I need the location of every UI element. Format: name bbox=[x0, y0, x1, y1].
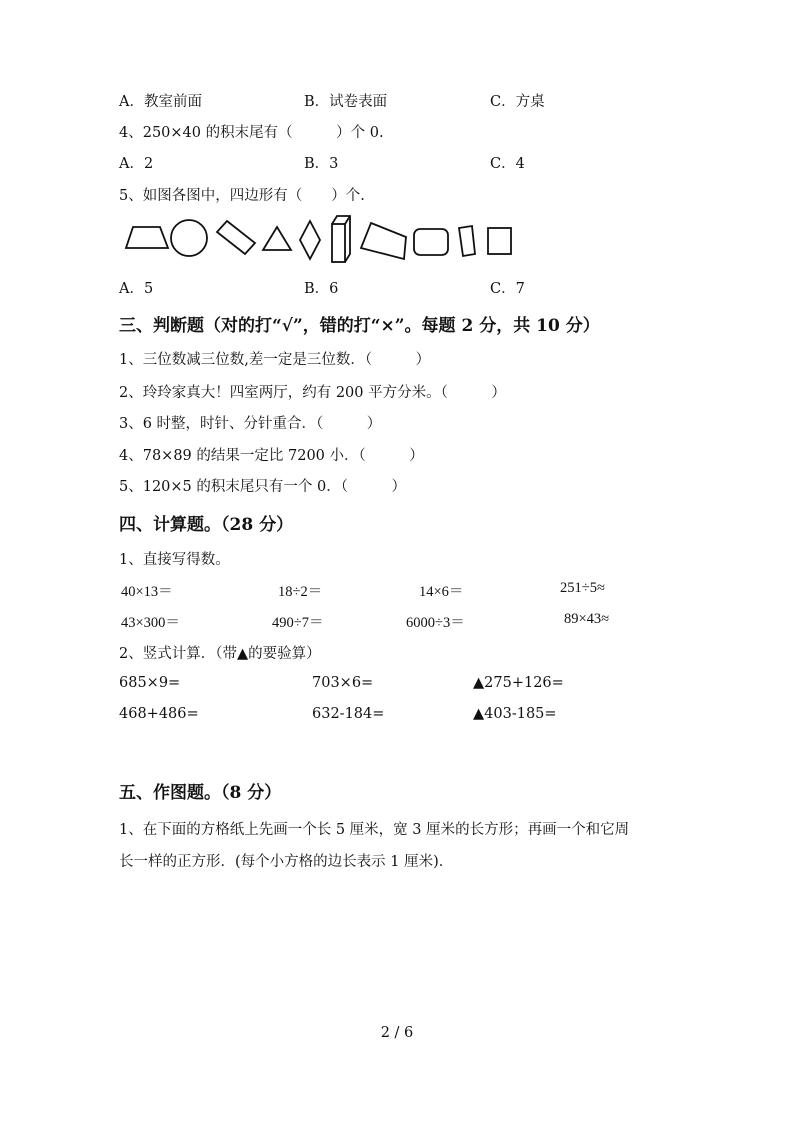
section5-title: 五、作图题。（8 分） bbox=[119, 783, 282, 803]
vertical-calc-item: ▲403-185= bbox=[473, 706, 557, 722]
drawing-question-line2: 长一样的正方形．(每个小方格的边长表示 1 厘米)． bbox=[119, 854, 454, 870]
trapezoid-shape bbox=[126, 227, 168, 248]
vertical-calc-item: 632-184= bbox=[312, 706, 385, 722]
shapes-figure bbox=[124, 214, 524, 264]
q4-option-a: A．2 bbox=[119, 156, 154, 172]
vertical-calc-item: 468+486= bbox=[119, 706, 199, 722]
q5-option-a: A．5 bbox=[119, 281, 154, 297]
page-number: 2 / 6 bbox=[380, 1025, 414, 1041]
q4-option-c: C．4 bbox=[490, 156, 525, 172]
q4-question: 4、250×40 的积末尾有（ ）个 0. bbox=[119, 125, 384, 141]
judge-item-4: 4、78×89 的结果一定比 7200 小．（ ） bbox=[119, 448, 424, 464]
parallelogram-shape bbox=[459, 226, 475, 256]
judge-item-5: 5、120×5 的积末尾只有一个 0．（ ） bbox=[119, 479, 406, 495]
triangle-shape bbox=[263, 227, 291, 250]
cuboid-shape bbox=[332, 216, 350, 262]
oral-calc-label: 1、直接写得数。 bbox=[119, 552, 230, 568]
oral-calc-item: 18÷2＝ bbox=[278, 584, 323, 600]
q5-option-b: B．6 bbox=[304, 281, 339, 297]
oral-calc-item: 43×300＝ bbox=[121, 615, 180, 631]
vertical-calc-item: 685×9= bbox=[119, 675, 181, 691]
judge-item-1: 1、三位数减三位数,差一定是三位数．（ ） bbox=[119, 352, 431, 368]
judge-item-3: 3、6 时整，时针、分针重合．（ ） bbox=[119, 416, 382, 432]
q3-option-c: C．方桌 bbox=[490, 94, 545, 110]
q3-option-a: A．教室前面 bbox=[119, 94, 202, 110]
quadrilateral-shape bbox=[361, 223, 406, 259]
q4-option-b: B．3 bbox=[304, 156, 339, 172]
rhombus-shape bbox=[300, 221, 320, 259]
oral-calc-item: 251÷5≈ bbox=[560, 580, 605, 596]
oral-calc-item: 14×6＝ bbox=[419, 584, 464, 600]
section4-title: 四、计算题。（28 分） bbox=[119, 515, 294, 535]
q5-question: 5、如图各图中，四边形有（ ）个. bbox=[119, 188, 365, 204]
q3-option-b: B．试卷表面 bbox=[304, 94, 388, 110]
oral-calc-item: 89×43≈ bbox=[564, 611, 610, 627]
square-shape bbox=[488, 228, 511, 254]
rounded-rectangle-shape bbox=[414, 229, 448, 255]
q5-option-c: C．7 bbox=[490, 281, 525, 297]
vertical-calc-item: 703×6= bbox=[312, 675, 374, 691]
circle-shape bbox=[171, 220, 207, 256]
vertical-calc-label: 2、竖式计算．（带▲的要验算） bbox=[119, 646, 321, 662]
section3-title: 三、判断题（对的打“√”，错的打“×”。每题 2 分，共 10 分） bbox=[119, 316, 600, 336]
drawing-question-line1: 1、在下面的方格纸上先画一个长 5 厘米，宽 3 厘米的长方形；再画一个和它周 bbox=[119, 822, 630, 838]
judge-item-2: 2、玲玲家真大！四室两厅，约有 200 平方分米。（ ） bbox=[119, 385, 506, 401]
vertical-calc-item: ▲275+126= bbox=[473, 675, 564, 691]
oral-calc-item: 40×13＝ bbox=[121, 584, 173, 600]
oral-calc-item: 490÷7＝ bbox=[272, 615, 324, 631]
tilted-rectangle-shape bbox=[217, 221, 255, 254]
oral-calc-item: 6000÷3＝ bbox=[406, 615, 465, 631]
